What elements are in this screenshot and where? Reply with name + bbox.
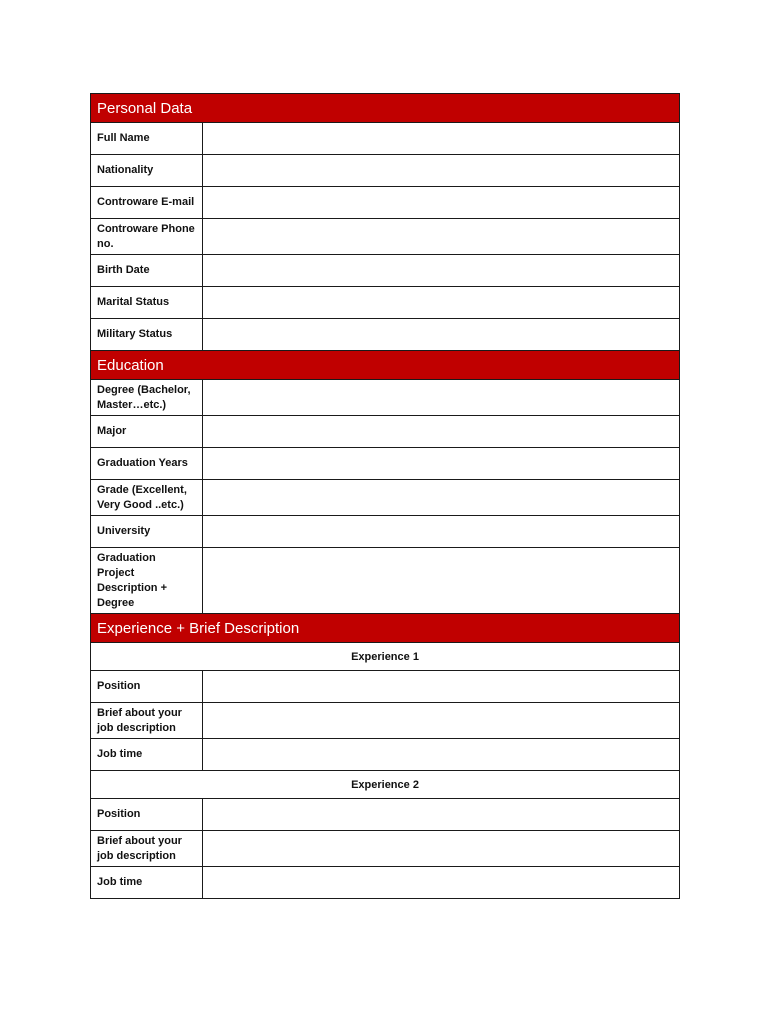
- field-label-email: Controware E-mail: [91, 187, 203, 219]
- field-label-military-status: Military Status: [91, 319, 203, 351]
- form-row: [91, 380, 680, 416]
- form-row: [91, 480, 680, 516]
- experience-1-header: [91, 643, 680, 671]
- exp2-position-field[interactable]: [203, 799, 680, 831]
- form-row: [91, 416, 680, 448]
- field-label-position: Position: [91, 671, 203, 703]
- graduation-years-field[interactable]: [203, 448, 680, 480]
- birth-date-field[interactable]: [203, 255, 680, 287]
- form-row: [91, 187, 680, 219]
- education-header: [91, 351, 680, 380]
- full-name-field[interactable]: [203, 123, 680, 155]
- form-row: [91, 799, 680, 831]
- form-row: [91, 448, 680, 480]
- form-row: [91, 831, 680, 867]
- field-label-graduation-years: Graduation Years: [91, 448, 203, 480]
- field-label-degree: Degree (Bachelor, Master…etc.): [91, 380, 203, 416]
- exp2-job-time-field[interactable]: [203, 867, 680, 899]
- form-row: [91, 287, 680, 319]
- experience-heading: Experience 2: [91, 771, 680, 799]
- field-label-major: Major: [91, 416, 203, 448]
- field-label-grade: Grade (Excellent, Very Good ..etc.): [91, 480, 203, 516]
- field-label-job-time: Job time: [91, 867, 203, 899]
- exp1-job-description-field[interactable]: [203, 703, 680, 739]
- major-field[interactable]: [203, 416, 680, 448]
- exp1-job-time-field[interactable]: [203, 739, 680, 771]
- form-row: [91, 255, 680, 287]
- section-title: Education: [91, 351, 680, 380]
- personal-data-header: [91, 94, 680, 123]
- grade-field[interactable]: [203, 480, 680, 516]
- exp1-position-field[interactable]: [203, 671, 680, 703]
- field-label-marital-status: Marital Status: [91, 287, 203, 319]
- field-label-full-name: Full Name: [91, 123, 203, 155]
- experience-2-header: [91, 771, 680, 799]
- field-label-job-description: Brief about your job description: [91, 831, 203, 867]
- marital-status-field[interactable]: [203, 287, 680, 319]
- form-row: [91, 123, 680, 155]
- field-label-nationality: Nationality: [91, 155, 203, 187]
- form-row: [91, 739, 680, 771]
- field-label-job-description: Brief about your job description: [91, 703, 203, 739]
- application-form: [90, 93, 680, 899]
- nationality-field[interactable]: [203, 155, 680, 187]
- field-label-birth-date: Birth Date: [91, 255, 203, 287]
- field-label-phone: Controware Phone no.: [91, 219, 203, 255]
- university-field[interactable]: [203, 516, 680, 548]
- form-row: [91, 548, 680, 614]
- military-status-field[interactable]: [203, 319, 680, 351]
- exp2-job-description-field[interactable]: [203, 831, 680, 867]
- form-row: [91, 703, 680, 739]
- email-field[interactable]: [203, 187, 680, 219]
- field-label-graduation-project: Graduation Project Description + Degree: [91, 548, 203, 614]
- form-row: [91, 219, 680, 255]
- field-label-university: University: [91, 516, 203, 548]
- field-label-position: Position: [91, 799, 203, 831]
- experience-header: [91, 614, 680, 643]
- form-row: [91, 867, 680, 899]
- experience-heading: Experience 1: [91, 643, 680, 671]
- degree-field[interactable]: [203, 380, 680, 416]
- phone-field[interactable]: [203, 219, 680, 255]
- form-row: [91, 671, 680, 703]
- graduation-project-field[interactable]: [203, 548, 680, 614]
- field-label-job-time: Job time: [91, 739, 203, 771]
- form-row: [91, 155, 680, 187]
- form-row: [91, 319, 680, 351]
- section-title: Experience + Brief Description: [91, 614, 680, 643]
- form-row: [91, 516, 680, 548]
- section-title: Personal Data: [91, 94, 680, 123]
